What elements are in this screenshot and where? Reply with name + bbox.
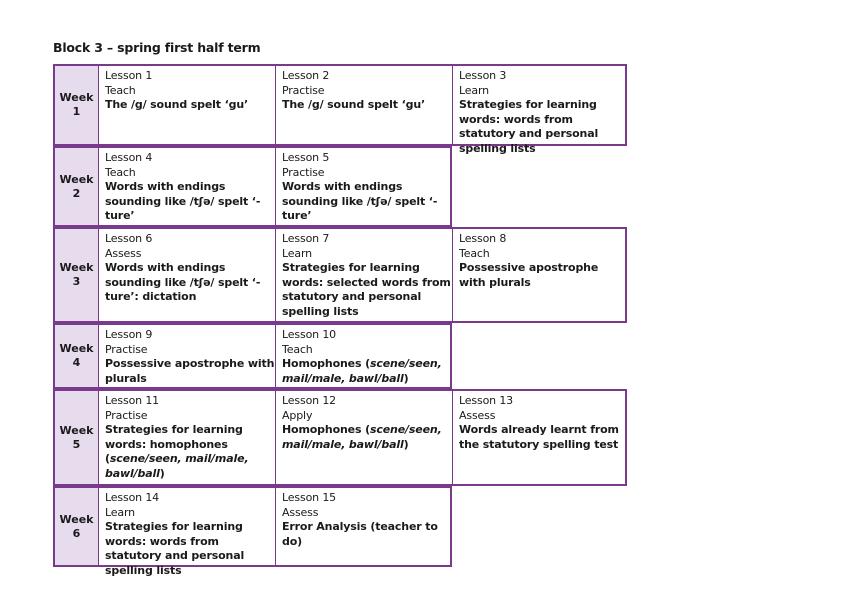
lesson-focus: Possessive apostrophe with plurals [105,357,275,385]
lesson-focus: Strategies for learning words: words from statutory and personal spelling lists [459,98,599,155]
focus-examples: scene/seen, mail/male, bawl/ball [282,357,442,385]
lesson-number: Lesson 11 [105,394,160,407]
week-row-1 [53,64,627,155]
lesson-number: Lesson 8 [459,232,507,245]
lesson-focus [282,357,450,386]
lesson-number: Lesson 15 [282,491,337,504]
lesson-phase: Teach [282,342,313,356]
focus-text: Strategies for learning words: homophones ( [105,423,243,466]
lesson-cell [275,486,452,567]
week-label [53,389,98,486]
focus-end: ) [403,437,409,451]
lesson-focus: Words with endings sounding like /tʃə/ spelt ‘-ture’ [105,180,261,223]
week-label-text: Week [59,423,94,437]
lesson-number: Lesson 9 [105,328,153,341]
lesson-number: Lesson 12 [282,394,337,407]
week-label-text: Week [59,261,94,274]
lesson-cell [452,64,627,155]
week-label [53,323,98,389]
lesson-cell [275,323,452,389]
lesson-phase: Learn [282,246,312,260]
lesson-phase: Teach [105,165,136,179]
lesson-focus: Words with endings sounding like /tʃə/ spelt ‘-ture’: dictation [105,261,261,304]
lesson-focus: Possessive apostrophe with plurals [459,261,599,289]
lesson-focus: The /g/ sound spelt ‘gu’ [105,98,249,112]
lesson-phase: Assess [282,505,319,519]
week-number: 6 [72,526,81,540]
week-label [53,486,98,567]
week-label-text: Week [59,512,94,526]
lesson-number: Lesson 13 [459,394,514,407]
week-number: 2 [72,186,81,200]
focus-end: ) [159,466,165,480]
lesson-phase: Apply [282,408,313,422]
lesson-phase: Assess [459,408,496,422]
week-label [53,227,98,323]
page-title: Block 3 – spring first half term [53,40,261,55]
focus-text: Homophones ( [282,423,370,437]
focus-examples: scene/seen, mail/male, bawl/ball [282,423,442,451]
lesson-phase: Learn [105,505,135,519]
focus-text: Homophones ( [282,357,370,371]
lesson-cell [275,146,452,227]
week-row-6 [53,486,450,577]
lesson-cell [98,146,275,227]
lesson-cell [98,486,275,577]
lesson-phase: Practise [282,165,325,179]
lesson-cell [275,389,452,486]
lesson-phase: Learn [459,83,489,97]
week-label [53,146,98,227]
week-label [53,64,98,146]
lesson-cell [98,323,275,389]
lesson-phase: Teach [105,83,136,97]
lesson-number: Lesson 3 [459,69,507,82]
lesson-focus: Words already learnt from the statutory spelling test [459,423,619,451]
week-row-5 [53,389,627,486]
week-number: 4 [72,356,81,369]
lesson-focus [105,423,275,481]
week-row-3 [53,227,627,323]
lesson-number: Lesson 7 [282,232,330,245]
lesson-cell [275,64,452,146]
focus-examples: scene/seen, mail/male, bawl/ball [105,452,249,480]
week-label-text: Week [59,172,94,186]
lesson-number: Lesson 14 [105,491,160,504]
lesson-cell [98,389,275,486]
lesson-number: Lesson 5 [282,151,330,164]
lesson-cell [452,227,627,323]
week-row-4 [53,323,450,389]
lesson-cell [452,389,627,486]
week-number: 1 [72,105,81,118]
lesson-cell [98,227,275,323]
week-label-text: Week [59,342,94,355]
lesson-focus: Strategies for learning words: selected words from statutory and personal spelling lists [282,261,451,318]
lesson-number: Lesson 4 [105,151,153,164]
lesson-number: Lesson 2 [282,69,330,82]
lesson-phase: Practise [282,83,325,97]
week-label-text: Week [59,91,94,104]
lesson-cell [275,227,452,323]
week-number: 5 [72,437,81,451]
lesson-focus: Words with endings sounding like /tʃə/ spelt ‘-ture’ [282,180,438,223]
lesson-focus: Strategies for learning words: words from statutory and personal spelling lists [105,520,245,577]
lesson-number: Lesson 6 [105,232,153,245]
lesson-number: Lesson 10 [282,328,337,341]
lesson-focus: Error Analysis (teacher to do) [282,520,438,548]
lesson-focus [282,423,452,452]
focus-end: ) [403,371,409,385]
lesson-phase: Practise [105,408,148,422]
lesson-phase: Teach [459,246,490,260]
lesson-focus: The /g/ sound spelt ‘gu’ [282,98,426,112]
lesson-phase: Assess [105,246,142,260]
lesson-number: Lesson 1 [105,69,153,82]
lesson-cell [98,64,275,146]
week-number: 3 [72,275,81,288]
week-row-2 [53,146,450,227]
lesson-phase: Practise [105,342,148,356]
